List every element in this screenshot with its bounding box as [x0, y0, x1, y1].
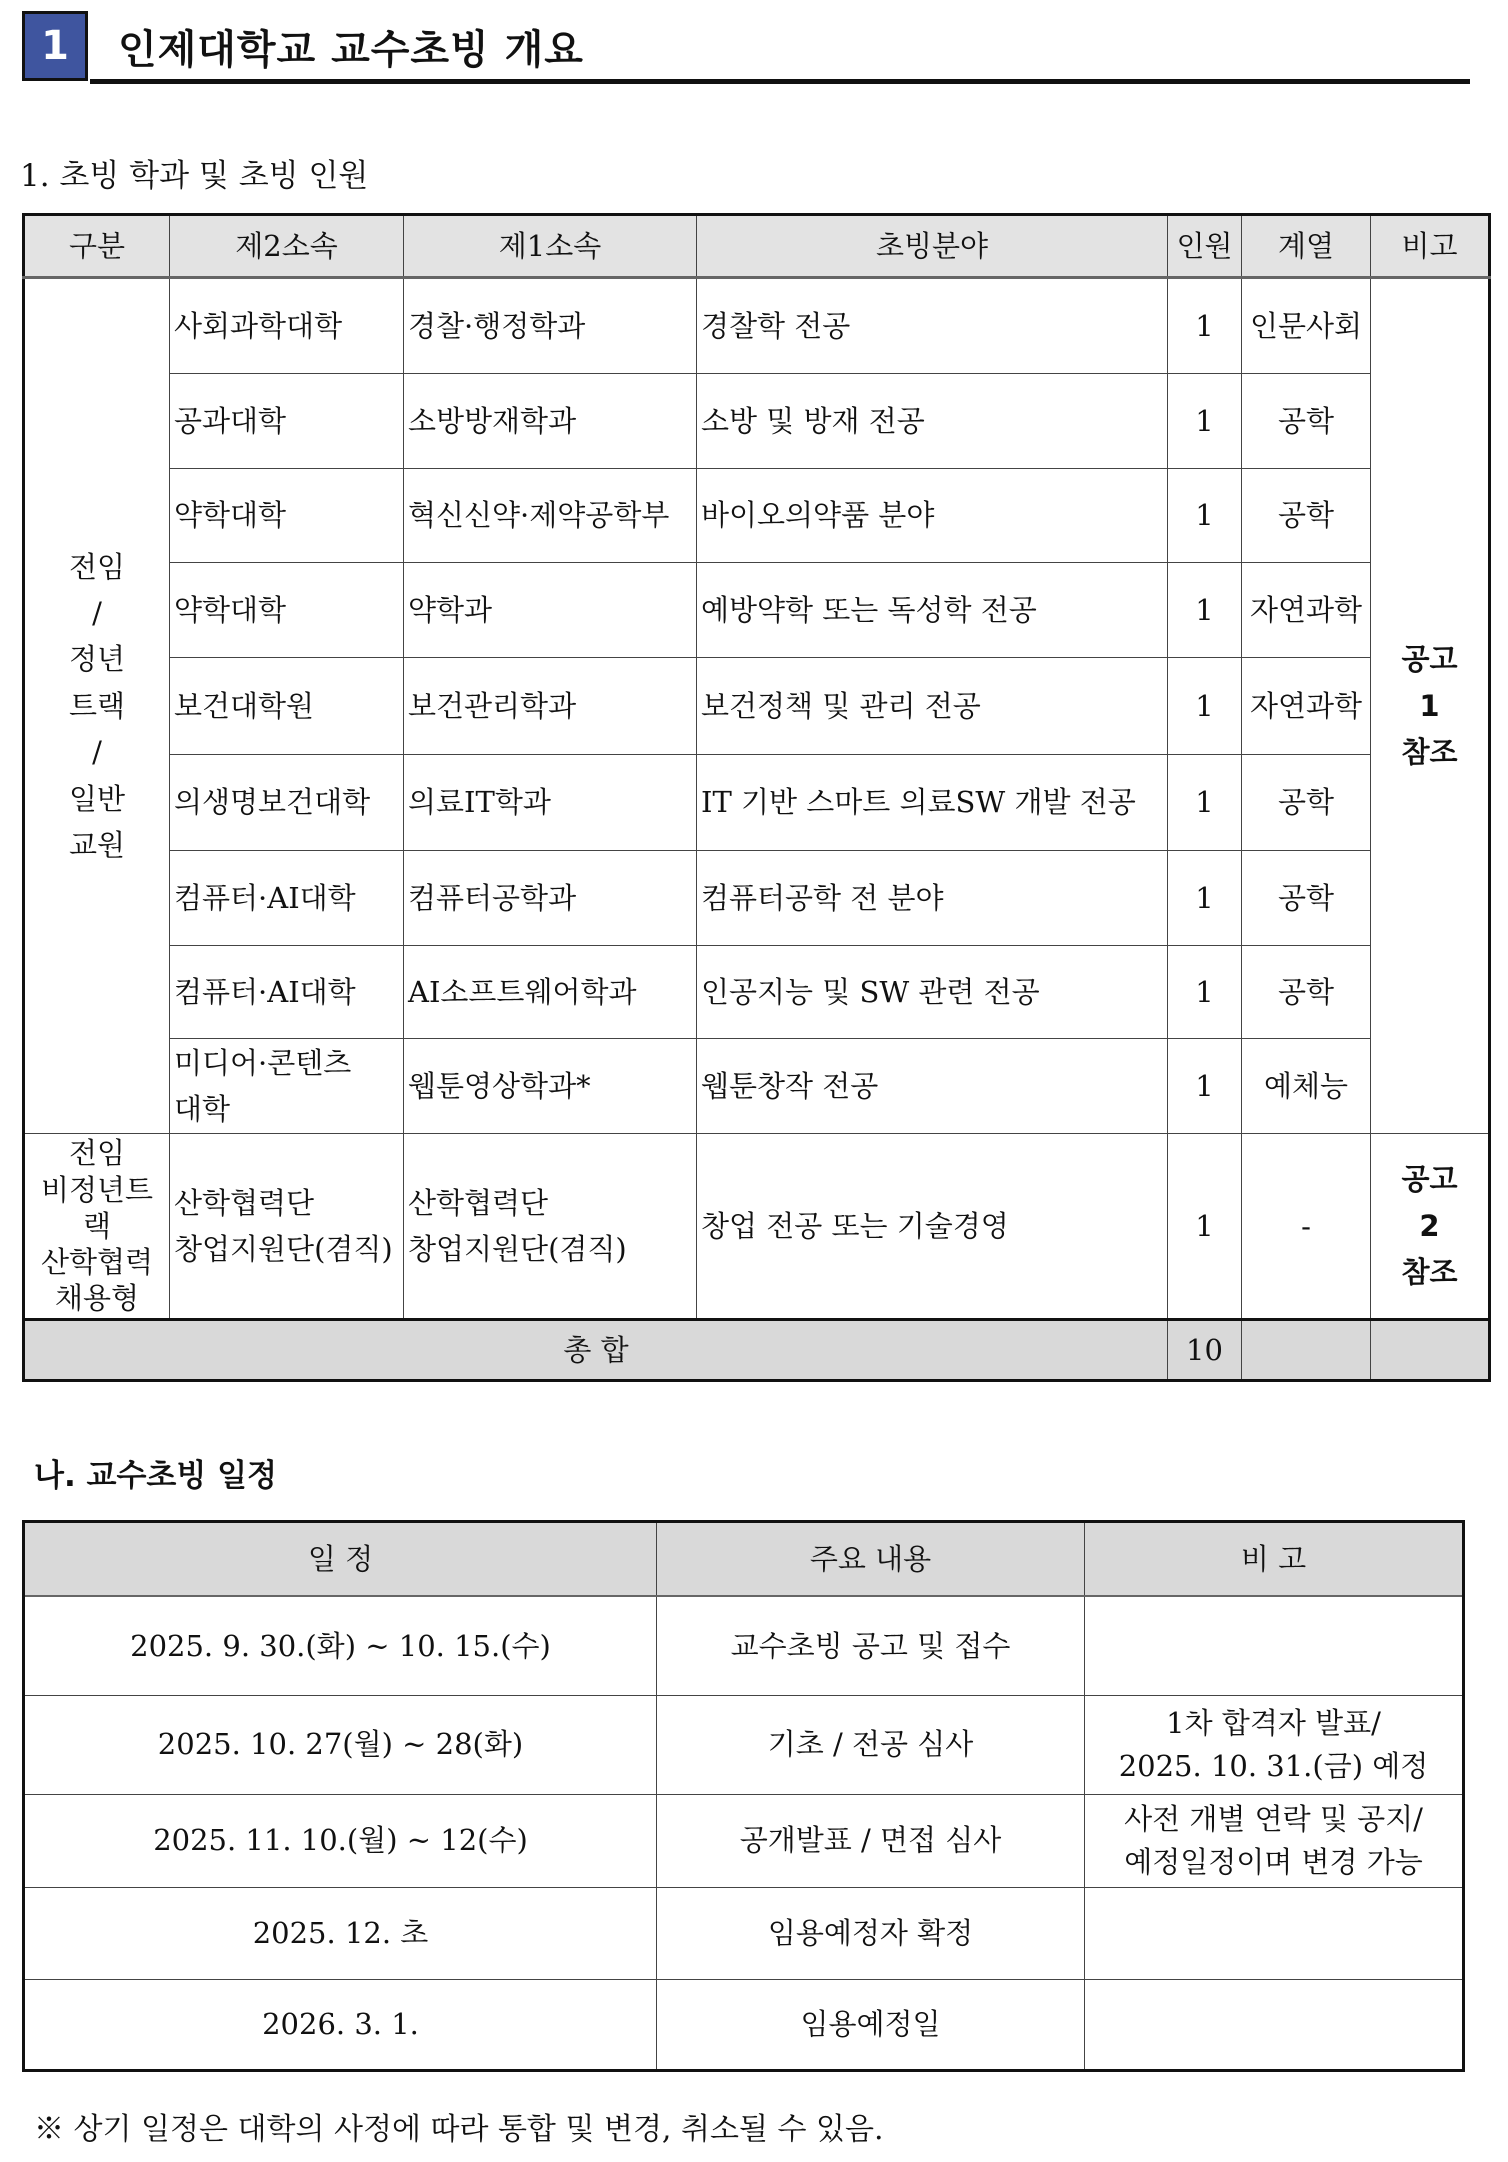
count-cell: 1	[1168, 374, 1242, 469]
count-cell: 1	[1168, 755, 1242, 851]
table-row	[24, 946, 1490, 1039]
department-cell: 보건관리학과	[404, 658, 697, 755]
section-number-badge: 1	[22, 11, 88, 81]
title-underline	[90, 79, 1470, 84]
page-title: 인제대학교 교수초빙 개요	[118, 27, 584, 73]
count-cell: 1	[1168, 658, 1242, 755]
category-cell: 공학	[1242, 374, 1371, 469]
column-header: 일 정	[24, 1522, 657, 1597]
category-cell: 공학	[1242, 469, 1371, 563]
field-cell: 컴퓨터공학 전 분야	[697, 851, 1168, 946]
department-cell: 경찰·행정학과	[404, 278, 697, 374]
column-header: 주요 내용	[657, 1522, 1085, 1597]
field-cell: 예방약학 또는 독성학 전공	[697, 563, 1168, 658]
count-cell: 1	[1168, 946, 1242, 1039]
field-cell: 바이오의약품 분야	[697, 469, 1168, 563]
schedule-note: 1차 합격자 발표/ 2025. 10. 31.(금) 예정	[1085, 1695, 1464, 1794]
college-cell: 보건대학원	[170, 658, 404, 755]
department-cell: AI소프트웨어학과	[404, 946, 697, 1039]
column-header: 제1소속	[404, 215, 697, 278]
table-row	[24, 658, 1490, 755]
table-row	[24, 278, 1490, 374]
category-cell: 자연과학	[1242, 563, 1371, 658]
department-cell: 산학협력단 창업지원단(겸직)	[404, 1134, 697, 1320]
college-cell: 공과대학	[170, 374, 404, 469]
schedule-date: 2025. 9. 30.(화) ~ 10. 15.(수)	[24, 1596, 657, 1695]
department-cell: 웹툰영상학과*	[404, 1039, 697, 1134]
college-cell: 약학대학	[170, 563, 404, 658]
section1-heading: 1. 초빙 학과 및 초빙 인원	[20, 158, 369, 194]
table-header-row	[24, 1522, 1464, 1597]
table-row	[24, 1134, 1490, 1320]
count-cell: 1	[1168, 1039, 1242, 1134]
schedule-row	[24, 1887, 1464, 1979]
field-cell: 소방 및 방재 전공	[697, 374, 1168, 469]
table-row	[24, 563, 1490, 658]
schedule-content: 기초 / 전공 심사	[657, 1695, 1085, 1794]
table-row	[24, 851, 1490, 946]
schedule-date: 2025. 11. 10.(월) ~ 12(수)	[24, 1794, 657, 1887]
table-header-row	[24, 215, 1490, 278]
count-cell: 1	[1168, 469, 1242, 563]
column-header: 초빙분야	[697, 215, 1168, 278]
count-cell: 1	[1168, 851, 1242, 946]
college-cell: 의생명보건대학	[170, 755, 404, 851]
schedule-date: 2025. 10. 27(월) ~ 28(화)	[24, 1695, 657, 1794]
college-cell: 컴퓨터·AI대학	[170, 946, 404, 1039]
schedule-content: 교수초빙 공고 및 접수	[657, 1596, 1085, 1695]
total-row	[24, 1320, 1490, 1381]
section2-heading: 나. 교수초빙 일정	[34, 1458, 277, 1494]
table-row	[24, 1039, 1490, 1134]
column-header: 제2소속	[170, 215, 404, 278]
field-cell: 보건정책 및 관리 전공	[697, 658, 1168, 755]
column-header: 비 고	[1085, 1522, 1464, 1597]
department-cell: 약학과	[404, 563, 697, 658]
schedule-row	[24, 1979, 1464, 2070]
field-cell: 웹툰창작 전공	[697, 1039, 1168, 1134]
empty-cell	[1371, 1320, 1490, 1381]
column-header: 비고	[1371, 215, 1490, 278]
schedule-date: 2025. 12. 초	[24, 1887, 657, 1979]
category-cell: 공학	[1242, 946, 1371, 1039]
field-cell: IT 기반 스마트 의료SW 개발 전공	[697, 755, 1168, 851]
category-cell: 공학	[1242, 755, 1371, 851]
schedule-row	[24, 1596, 1464, 1695]
field-cell: 경찰학 전공	[697, 278, 1168, 374]
total-count: 10	[1168, 1320, 1242, 1381]
count-cell: 1	[1168, 1134, 1242, 1320]
empty-cell	[1242, 1320, 1371, 1381]
college-cell: 미디어·콘텐츠 대학	[170, 1039, 404, 1134]
department-cell: 혁신신약·제약공학부	[404, 469, 697, 563]
field-cell: 인공지능 및 SW 관련 전공	[697, 946, 1168, 1039]
schedule-note	[1085, 1979, 1464, 2070]
table-row	[24, 755, 1490, 851]
count-cell: 1	[1168, 563, 1242, 658]
schedule-note	[1085, 1596, 1464, 1695]
category-cell: 자연과학	[1242, 658, 1371, 755]
column-header: 인원	[1168, 215, 1242, 278]
schedule-content: 임용예정자 확정	[657, 1887, 1085, 1979]
field-cell: 창업 전공 또는 기술경영	[697, 1134, 1168, 1320]
department-cell: 소방방재학과	[404, 374, 697, 469]
schedule-date: 2026. 3. 1.	[24, 1979, 657, 2070]
college-cell: 산학협력단 창업지원단(겸직)	[170, 1134, 404, 1320]
total-label: 총 합	[24, 1320, 1168, 1381]
count-cell: 1	[1168, 278, 1242, 374]
department-cell: 의료IT학과	[404, 755, 697, 851]
column-header: 계열	[1242, 215, 1371, 278]
column-header: 구분	[24, 215, 170, 278]
college-cell: 컴퓨터·AI대학	[170, 851, 404, 946]
table-row	[24, 374, 1490, 469]
positions-table	[22, 213, 1491, 1382]
category-cell: -	[1242, 1134, 1371, 1320]
category-cell: 공학	[1242, 851, 1371, 946]
schedule-row	[24, 1695, 1464, 1794]
category-group-label: 전임 비정년트랙 산학협력 채용형	[24, 1134, 170, 1320]
department-cell: 컴퓨터공학과	[404, 851, 697, 946]
college-cell: 약학대학	[170, 469, 404, 563]
note-cell: 공고 1 참조	[1371, 278, 1490, 1134]
category-group-label: 전임 / 정년 트랙 / 일반 교원	[24, 278, 170, 1134]
schedule-content: 공개발표 / 면접 심사	[657, 1794, 1085, 1887]
schedule-note	[1085, 1887, 1464, 1979]
category-cell: 예체능	[1242, 1039, 1371, 1134]
table-row	[24, 469, 1490, 563]
footnote: ※ 상기 일정은 대학의 사정에 따라 통합 및 변경, 취소될 수 있음.	[34, 2112, 884, 2147]
schedule-table	[22, 1520, 1465, 2072]
schedule-note: 사전 개별 연락 및 공지/ 예정일정이며 변경 가능	[1085, 1794, 1464, 1887]
note-cell: 공고 2 참조	[1371, 1134, 1490, 1320]
category-cell: 인문사회	[1242, 278, 1371, 374]
schedule-row	[24, 1794, 1464, 1887]
schedule-content: 임용예정일	[657, 1979, 1085, 2070]
college-cell: 사회과학대학	[170, 278, 404, 374]
